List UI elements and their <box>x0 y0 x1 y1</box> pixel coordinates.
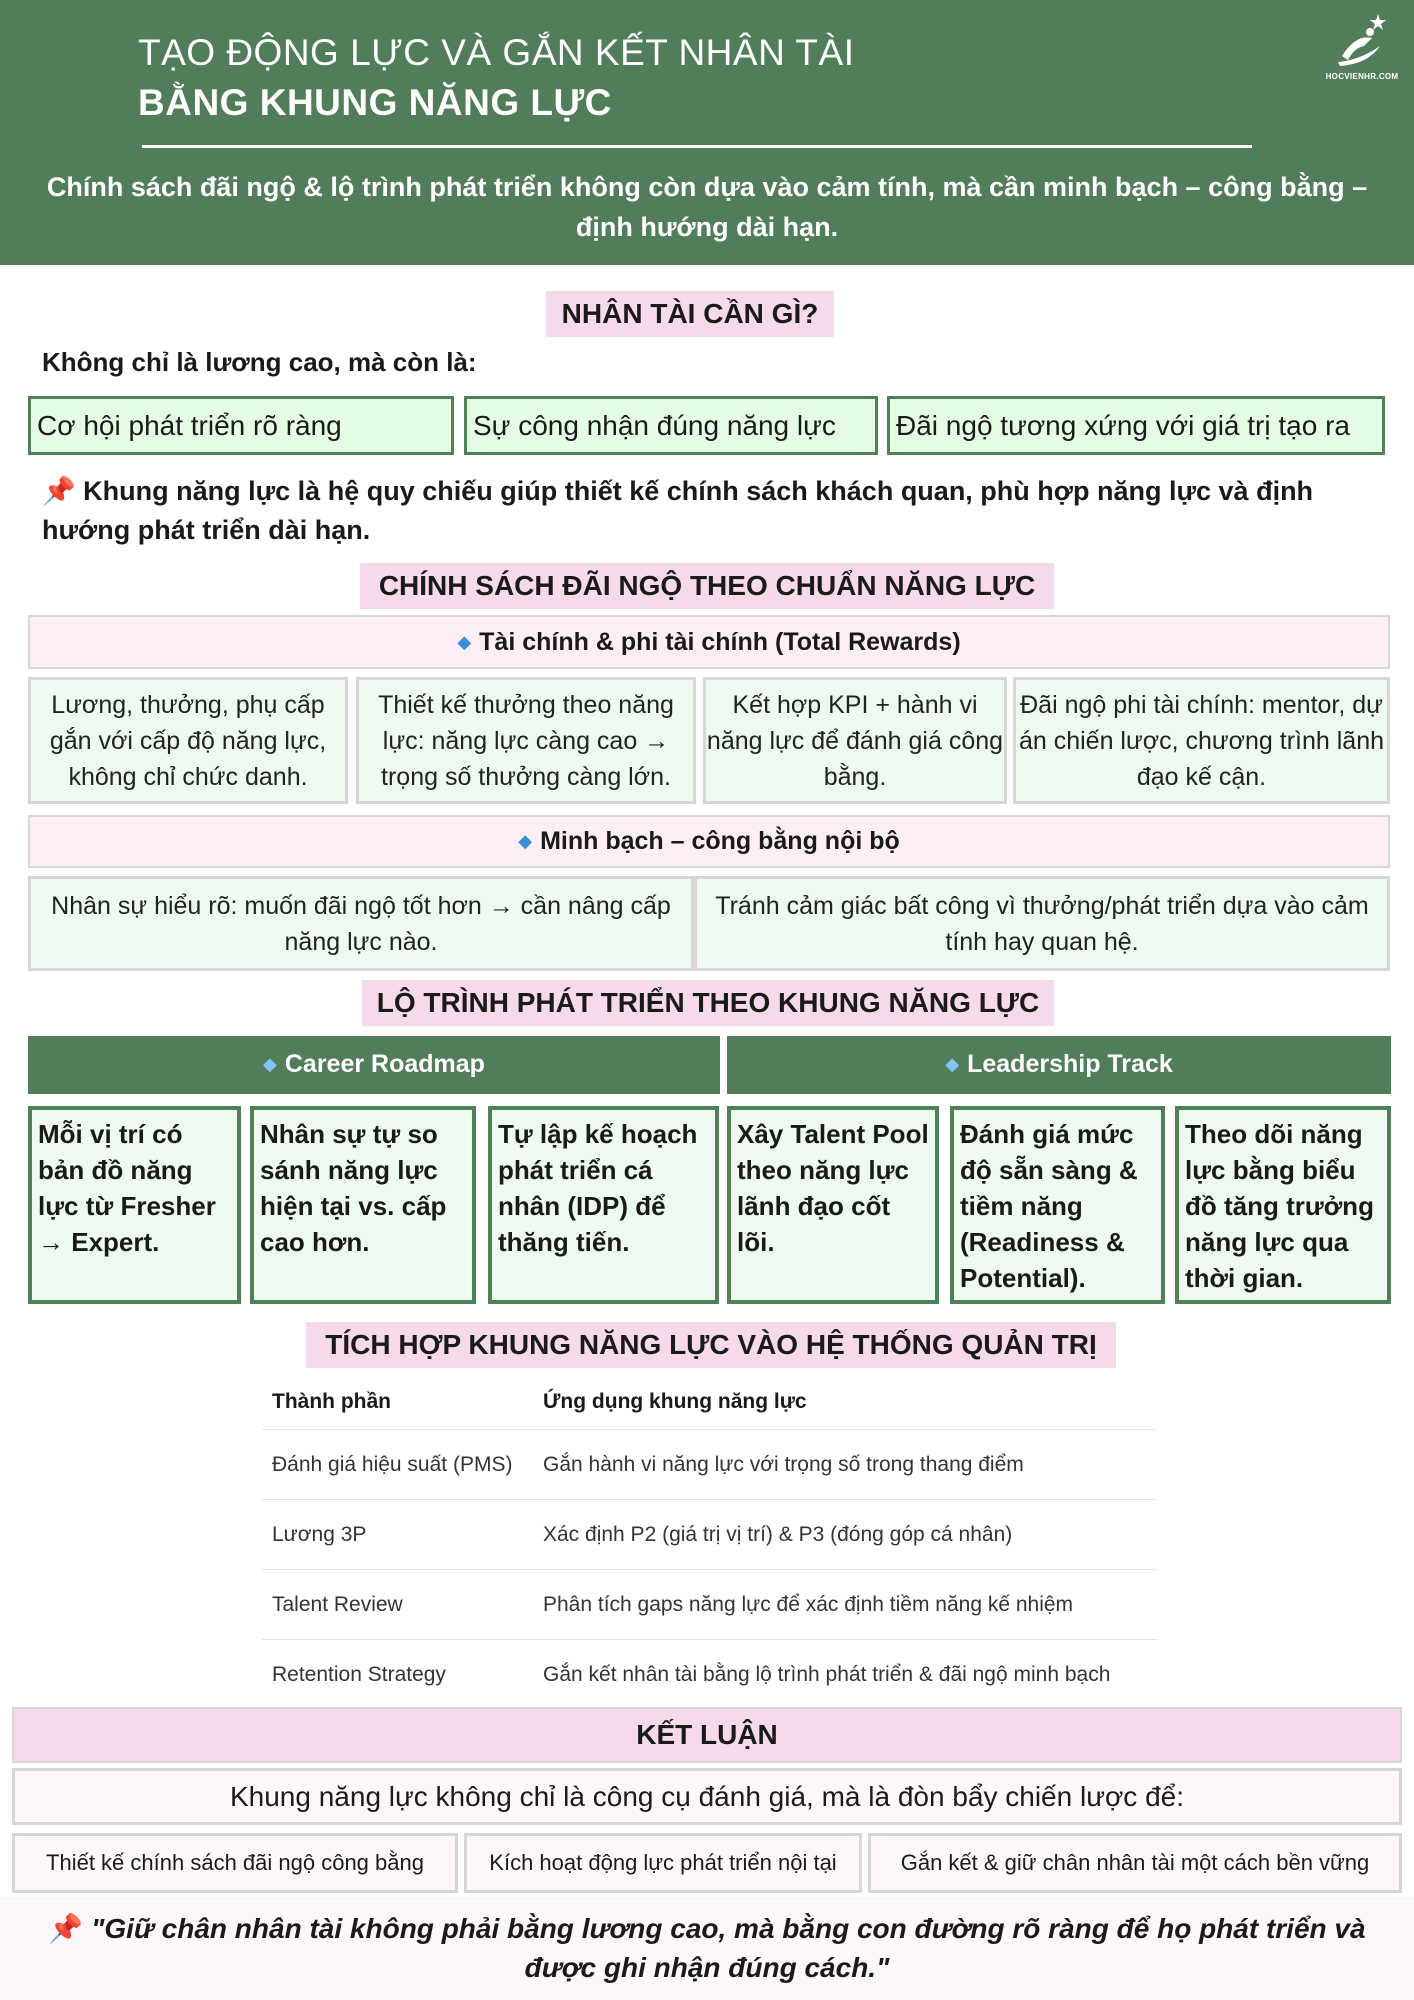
career-roadmap-bar <box>28 1036 720 1094</box>
need-item: Sự công nhận đúng năng lực <box>464 396 878 455</box>
table-row <box>262 1570 1157 1640</box>
header-banner <box>0 0 1414 265</box>
pin-icon: 📌 <box>42 476 76 506</box>
table-cell: Gắn kết nhân tài bằng lộ trình phát triển & đãi ngộ minh bạch <box>543 1663 1111 1686</box>
table-header-cell: Ứng dụng khung năng lực <box>543 1390 807 1413</box>
section-title-integration: TÍCH HỢP KHUNG NĂNG LỰC VÀO HỆ THỐNG QUẢN TRỊ <box>306 1322 1116 1368</box>
career-card: Mỗi vị trí có bản đồ năng lực từ Fresher → Expert. <box>28 1106 241 1304</box>
table-row <box>262 1500 1157 1570</box>
transparency-item: Tránh cảm giác bất công vì thưởng/phát triển dựa vào cảm tính hay quan hệ. <box>694 876 1390 971</box>
table-row <box>262 1430 1157 1500</box>
table-header-row <box>262 1378 1157 1430</box>
quote-section <box>0 1897 1414 2000</box>
rewards-item: Thiết kế thưởng theo năng lực: năng lực càng cao → trọng số thưởng càng lớn. <box>356 677 696 804</box>
table-cell: Đánh giá hiệu suất (PMS) <box>272 1453 513 1476</box>
title-line-2: BẰNG KHUNG NĂNG LỰC <box>138 82 612 123</box>
conclusion-item: Kích hoạt động lực phát triển nội tại <box>464 1833 862 1893</box>
conclusion-text: Khung năng lực không chỉ là công cụ đánh giá, mà là đòn bẩy chiến lược để: <box>12 1768 1402 1825</box>
leadership-card: Xây Talent Pool theo năng lực lãnh đạo cốt lõi. <box>727 1106 939 1304</box>
logo <box>1322 12 1402 84</box>
title-line-1: TẠO ĐỘNG LỰC VÀ GẮN KẾT NHÂN TÀI <box>138 32 855 73</box>
leadership-track-title: Leadership Track <box>967 1050 1173 1078</box>
transparency-item: Nhân sự hiểu rõ: muốn đãi ngộ tốt hơn → cần nâng cấp năng lực nào. <box>28 876 694 971</box>
integration-table <box>262 1378 1157 1710</box>
closing-quote <box>20 1909 1394 1987</box>
leadership-card: Theo dõi năng lực bằng biểu đồ tăng trưởng năng lực qua thời gian. <box>1175 1106 1391 1304</box>
diamond-icon: ◆ <box>945 1054 960 1074</box>
career-card: Tự lập kế hoạch phát triển cá nhân (IDP) để thăng tiến. <box>488 1106 719 1304</box>
career-card: Nhân sự tự so sánh năng lực hiện tại vs. cấp cao hơn. <box>250 1106 476 1304</box>
section-title-conclusion: KẾT LUẬN <box>12 1707 1402 1763</box>
diamond-icon: ◆ <box>457 632 472 652</box>
title-divider <box>142 145 1252 148</box>
table-row <box>262 1640 1157 1710</box>
rewards-group2-header <box>28 815 1390 868</box>
conclusion-item: Gắn kết & giữ chân nhân tài một cách bền vững <box>868 1833 1402 1893</box>
header-subtitle: Chính sách đãi ngộ & lộ trình phát triển không còn dựa vào cảm tính, mà cần minh bạch – công bằng – định hướng dài hạn. <box>46 172 1368 242</box>
closing-quote-text: "Giữ chân nhân tài không phải bằng lương cao, mà bằng con đường rõ ràng để họ phát triển và được ghi nhận đúng cách." <box>91 1913 1366 1983</box>
career-roadmap-title: Career Roadmap <box>284 1050 485 1078</box>
rewards-group1-header <box>28 615 1390 669</box>
section-title-roadmap: LỘ TRÌNH PHÁT TRIỂN THEO KHUNG NĂNG LỰC <box>362 980 1054 1026</box>
runner-star-icon <box>1334 12 1390 72</box>
rewards-item: Lương, thưởng, phụ cấp gắn với cấp độ năng lực, không chỉ chức danh. <box>28 677 348 804</box>
leadership-track-bar <box>727 1036 1391 1094</box>
needs-lead: Không chỉ là lương cao, mà còn là: <box>42 347 477 377</box>
table-cell: Lương 3P <box>272 1523 367 1546</box>
table-cell: Retention Strategy <box>272 1663 446 1686</box>
rewards-group2-title: Minh bạch – công bằng nội bộ <box>540 827 900 855</box>
rewards-item: Đãi ngộ phi tài chính: mentor, dự án chiến lược, chương trình lãnh đạo kế cận. <box>1013 677 1390 804</box>
logo-text: HOCVIENHR.COM <box>1325 72 1399 81</box>
rewards-group1-title: Tài chính & phi tài chính (Total Rewards) <box>479 628 961 656</box>
conclusion-item: Thiết kế chính sách đãi ngộ công bằng <box>12 1833 458 1893</box>
rewards-item: Kết hợp KPI + hành vi năng lực để đánh giá công bằng. <box>703 677 1007 804</box>
table-header-cell: Thành phần <box>272 1390 391 1413</box>
pin-icon: 📌 <box>48 1913 84 1944</box>
need-item: Đãi ngộ tương xứng với giá trị tạo ra <box>887 396 1385 455</box>
diamond-icon: ◆ <box>263 1054 277 1074</box>
diamond-icon: ◆ <box>518 831 533 851</box>
table-cell: Phân tích gaps năng lực để xác định tiềm năng kế nhiệm <box>543 1593 1074 1616</box>
table-cell: Talent Review <box>272 1593 403 1616</box>
table-cell: Gắn hành vi năng lực với trọng số trong thang điểm <box>543 1453 1024 1476</box>
need-item: Cơ hội phát triển rõ ràng <box>28 396 454 455</box>
section-title-needs: NHÂN TÀI CẦN GÌ? <box>546 291 834 337</box>
needs-note-text: Khung năng lực là hệ quy chiếu giúp thiết kế chính sách khách quan, phù hợp năng lực và định hướng phát triển dài hạn. <box>42 476 1314 545</box>
needs-note <box>42 472 1382 550</box>
table-cell: Xác định P2 (giá trị vị trí) & P3 (đóng góp cá nhân) <box>543 1523 1013 1546</box>
section-title-rewards: CHÍNH SÁCH ĐÃI NGỘ THEO CHUẨN NĂNG LỰC <box>360 563 1054 609</box>
leadership-card: Đánh giá mức độ sẵn sàng & tiềm năng (Readiness & Potential). <box>950 1106 1165 1304</box>
